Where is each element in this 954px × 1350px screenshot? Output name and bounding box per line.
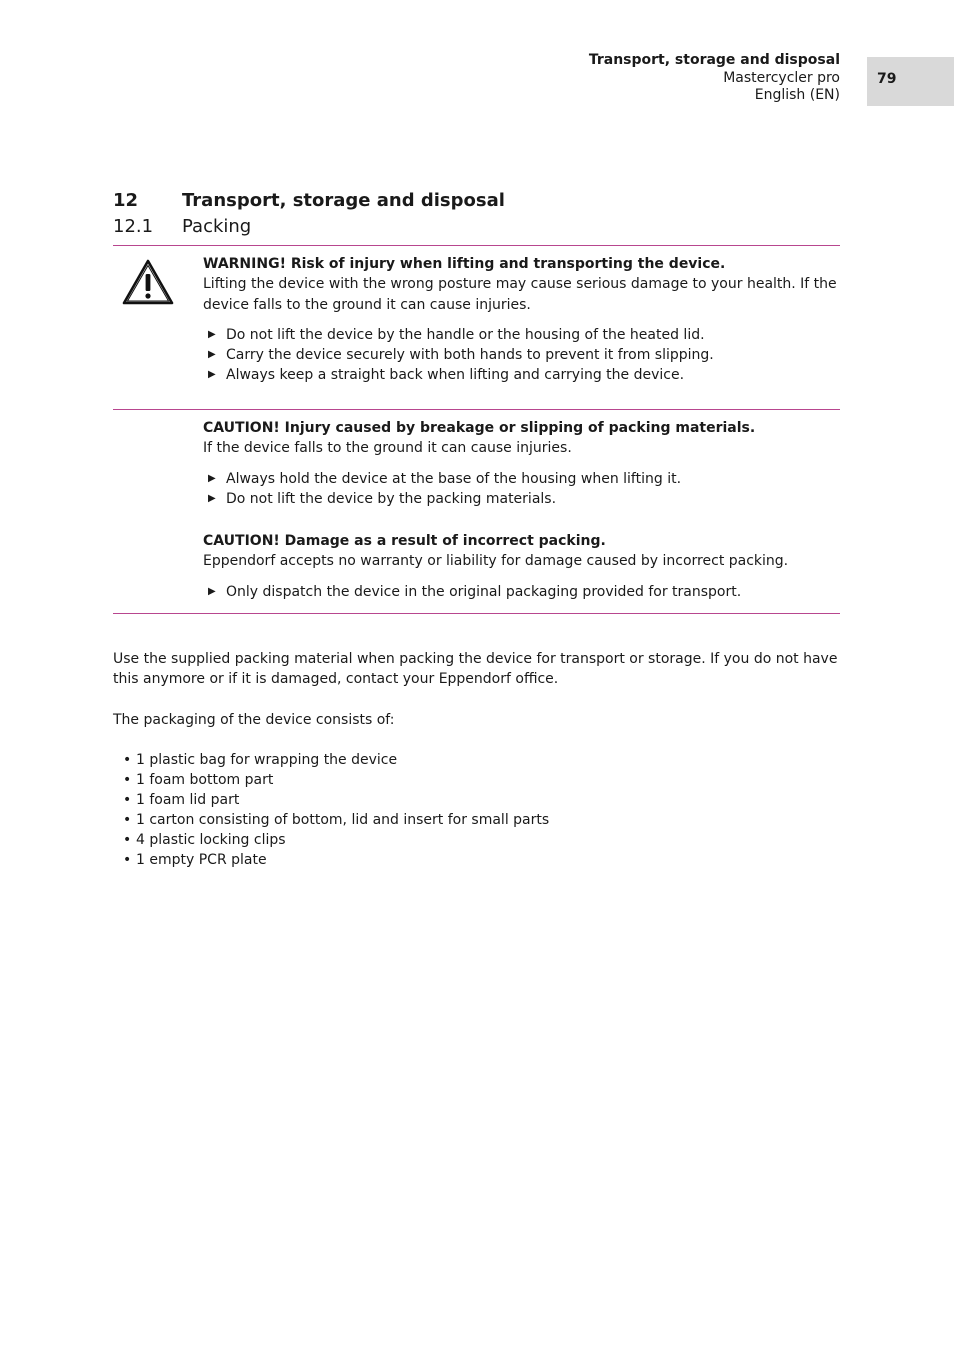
divider-rule: [113, 613, 840, 614]
caution-notice-2: [203, 531, 843, 602]
header-chapter-title: Transport, storage and disposal: [588, 52, 840, 68]
warning-list: [203, 325, 843, 386]
caution-list: [203, 582, 843, 602]
list-item: ▶ Do not lift the device by the packing materials.: [203, 489, 843, 509]
list-item: • 1 foam bottom part: [123, 772, 274, 788]
running-header: [589, 52, 840, 105]
bullet: •: [123, 852, 132, 868]
list-item: • 1 foam lid part: [123, 792, 240, 808]
body-paragraph: Use the supplied packing material when packing the device for transport or storage. If you do not have this anymore or if it is damaged, contact your Eppendorf office.: [113, 651, 838, 687]
arrow-icon: ▶: [208, 585, 216, 597]
list-item: • 1 plastic bag for wrapping the device: [123, 752, 398, 768]
header-product: Mastercycler pro: [723, 69, 840, 86]
list-item: ▶ Do not lift the device by the handle or the housing of the heated lid.: [203, 325, 843, 345]
bullet: •: [123, 752, 132, 768]
list-item: ▶ Always hold the device at the base of the housing when lifting it.: [203, 469, 843, 489]
caution-title: CAUTION! Damage as a result of incorrect packing.: [203, 533, 606, 549]
bullet: •: [123, 832, 132, 848]
caution-title: CAUTION! Injury caused by breakage or slipping of packing materials.: [203, 420, 756, 436]
list-item: ▶ Always keep a straight back when lifting and carrying the device.: [203, 365, 843, 385]
list-item: • 1 empty PCR plate: [123, 852, 267, 868]
packaging-list: [123, 750, 549, 870]
warning-notice: [203, 254, 843, 386]
body-paragraph: The packaging of the device consists of:: [113, 712, 395, 728]
chapter-number: 12: [113, 190, 139, 211]
page-number-box: [867, 57, 954, 106]
warning-triangle-icon: [121, 258, 175, 306]
arrow-icon: ▶: [208, 492, 216, 504]
section-heading: [113, 216, 251, 237]
arrow-icon: ▶: [208, 472, 216, 484]
chapter-title: Transport, storage and disposal: [182, 190, 505, 211]
caution-list: [203, 469, 843, 510]
section-number: 12.1: [113, 216, 154, 237]
bullet: •: [123, 812, 132, 828]
warning-title: WARNING! Risk of injury when lifting and transporting the device.: [203, 256, 726, 272]
list-item: ▶ Only dispatch the device in the original packaging provided for transport.: [203, 582, 843, 602]
list-item: ▶ Carry the device securely with both hands to prevent it from slipping.: [203, 345, 843, 365]
page-number: 79: [877, 71, 897, 87]
section-title: Packing: [182, 216, 252, 237]
caution-text: Eppendorf accepts no warranty or liability for damage caused by incorrect packing.: [203, 553, 789, 570]
arrow-icon: ▶: [208, 369, 216, 381]
divider-rule: [113, 245, 840, 246]
warning-text: Lifting the device with the wrong posture may cause serious damage to your health. If the device falls to the ground it can cause injuries.: [203, 276, 837, 313]
caution-text: If the device falls to the ground it can cause injuries.: [203, 440, 572, 457]
chapter-heading: [113, 190, 505, 211]
arrow-icon: ▶: [208, 349, 216, 361]
divider-rule: [113, 409, 840, 410]
list-item: • 1 carton consisting of bottom, lid and insert for small parts: [123, 812, 550, 828]
list-item: • 4 plastic locking clips: [123, 832, 286, 848]
caution-notice-1: [203, 418, 843, 509]
bullet: •: [123, 792, 132, 808]
header-language: English (EN): [754, 87, 840, 103]
arrow-icon: ▶: [208, 328, 216, 340]
bullet: •: [123, 772, 132, 788]
